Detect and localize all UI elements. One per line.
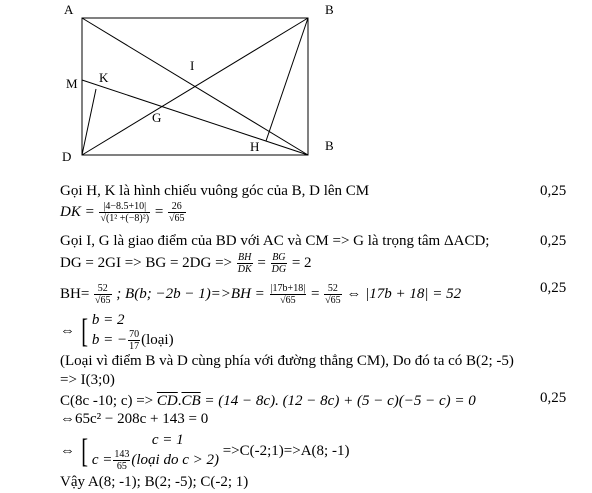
dk-fraction-2: $\frac{26}{√65}$ [169,201,185,224]
geometry-figure [0,0,592,180]
dk-lhs: DK = [60,203,95,220]
line-dk: DK = $\frac{|4-8.5+10|}{\text{√(1² +(−8)²)}}$ = $\frac{26}{√65}$ [60,201,185,224]
segment-bh [266,18,308,141]
score-2: 0,25 [540,233,567,249]
dk-fraction-1: $\frac{|4-8.5+10|}{\text{√(1² +(−8)²)}}$ [100,201,150,224]
score-4: 0,25 [540,390,567,406]
label-b-top: B [325,2,334,17]
label-b-bottom: B [325,138,334,153]
segment-dk [82,89,96,155]
label-h: H [250,139,260,154]
line-i: => I(3;0) [60,372,115,388]
line-projection: Gọi H, K là hình chiếu vuông góc của B, D lên CM [60,183,370,199]
label-i: I [190,58,195,73]
line-ratio: DG = 2GI => BG = 2DG => $\frac{BH}{DK}$ = $\frac{BG}{DG}$ = 2 [60,252,312,275]
line-c-solutions: ⇔ [ c = 1 c = $\frac{143}{65}$ (loại do c > 2) =>C(-2;1)=>A(8; -1) [60,432,350,472]
ratio-bg-dg: $\frac{BG}{DG}$ [271,252,287,275]
label-g: G [152,110,162,125]
label-d: D [62,149,72,164]
line-centroid: Gọi I, G là giao điểm của BD với AC và CM => G là trọng tâm ΔACD; [60,233,490,249]
ratio-bh-dk: $\frac{BH}{DK}$ [237,252,252,275]
line-conclusion: Vậy A(8; -1); B(2; -5); C(-2; 1) [60,474,249,490]
line-dot-product: C(8c -10; $c) => \overline{CD}.\overline{CB} = (14 - 8c)$. (12 − 8c) + (5 − c)(−5 − c) = 0 [60,393,476,409]
line-reject: (Loại vì điểm B và D cùng phía với đường thẳng CM), Do đó ta có B(2; -5) [60,353,514,369]
line-bh: BH= $\frac{52}{√65}$ ; B(b; −2b − 1)=>BH = $\frac{|17b+18|}{√65}$ = $\frac{52}{√65}$ ⇔ |17b + 18| = 52 [60,283,462,306]
line-b-solutions: ⇔ [ b = 2 b = − $\frac{70}{17}$ (loại) [60,312,174,352]
label-k: K [99,70,109,85]
label-m: M [66,76,78,91]
line-quadratic: ⇔65c² − 208c + 143 = 0 [60,411,209,427]
label-a: A [64,2,74,17]
score-1: 0,25 [540,183,567,199]
score-3: 0,25 [540,280,567,296]
